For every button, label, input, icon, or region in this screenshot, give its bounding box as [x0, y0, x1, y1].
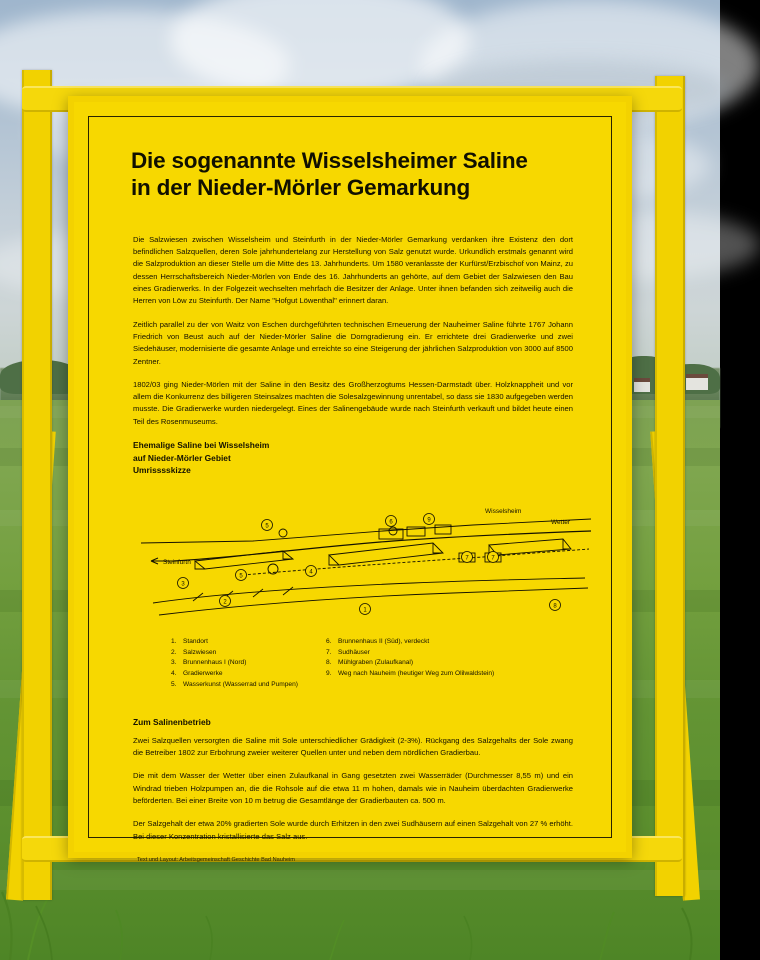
operation-paragraph-2: Die mit dem Wasser der Wetter über einen Zulaufkanal in Gang gesetzten zwei Wasserräder (Durchmesser 8,55 m) und ein Windrad trieben Holzpumpen an, die die Rohsole auf die etwa 11 m hohen, damals wie in Nauheim überdachten Gradierwerke beförderten. Bei einer Breite von 10 m betrug die Gesamtlänge der Gradierbauten ca. 500 m. [133, 771, 573, 806]
information-sign [68, 96, 632, 863]
sign-content [88, 116, 612, 863]
svg-text:3: 3 [181, 581, 185, 588]
history-paragraph-2: Zeitlich parallel zu der von Waitz von Eschen durchgeführten technischen Erneuerung der Nauheimer Saline führte 1767 Johann Friedrich von Beust auch auf der Nieder-Mörler Saline die Dorngradierung ein. Er errichtete drei Gradierwerke und zwei Siedehäuser, modernisierte die gesamte Anlage und erreichte so eine Steigerung der jährlichen Salzproduktion von 3000 auf 8500 Zentner. [133, 319, 573, 366]
sign-post-right [655, 76, 685, 896]
distant-house [686, 374, 708, 390]
legend-item: 5. Wasserkunst (Wasserrad und Pumpen) [171, 680, 298, 688]
operation-paragraph-1: Zwei Salzquellen versorgten die Saline mit Sole unterschiedlicher Grädigkeit (2-3%). Rückgang des Salzgehalts der Sole zwang die Betreiber 1802 zur Erbohrung zweier weiterer Quellen unter und neben dem nördlichen Gradierbau. [133, 735, 573, 758]
sketch-label-steinfurth: Steinfurth [163, 558, 191, 566]
sign-credit: Text und Layout: Arbeitsgemeinschaft Geschichte Bad Nauheim [137, 856, 295, 863]
legend-column-left [171, 637, 298, 690]
map-heading-line3: Umrisssskizze [133, 465, 191, 476]
operation-paragraph-3: Der Salzgehalt der etwa 20% gradierten Sole wurde durch Erhitzen in den zwei Sudhäusern auf einen Salzgehalt von 27 % erhöht. Bei dieser Konzentration kristallisierte das Salz aus. [133, 819, 573, 841]
svg-text:9: 9 [427, 517, 431, 524]
sign-title [131, 147, 587, 202]
map-heading-line1: Ehemalige Saline bei Wisselsheim [133, 440, 270, 451]
history-paragraph-1: Die Salzwiesen zwischen Wisselsheim und Steinfurth in der Nieder-Mörler Gemarkung verdanken ihre Existenz den dort befindlichen Salzquellen, deren Sole jahrhundertelang zur Herstellung von Salz genutzt wurde. Urkundlich erstmals genannt wird die Salzproduktion an dieser Stelle um die Mitte des 13. Jahrhunderts. Um 1580 veranlasste der Kurfürst/Erzbischof von Mainz, zu dessen Herrschaftsbereich Nieder-Mörlen von Ende des 16. Jahrhunderts an gehörte, auf dem Gebiet der Salzwiesen den Bau eines Gradierwerks. In der Folgezeit wechselten mehrfach die Besitzer der Anlage. Unter ihnen befanden sich zeitweilig auch die Herren von Löw zu Steinfurth. Der Name "Hofgut Löwenthal" erinnert daran. [133, 234, 573, 306]
legend-item: 1. Standort [171, 637, 208, 645]
sign-title-line1: Die sogenannte Wisselsheimer Saline [131, 148, 528, 173]
svg-text:8: 8 [553, 603, 557, 610]
legend-item: 2. Salzwiesen [171, 648, 217, 656]
sketch-label-wetter: Wetter [551, 518, 571, 526]
sign-post-left [22, 70, 52, 900]
svg-text:5: 5 [239, 573, 243, 580]
sign-body [133, 234, 573, 863]
sign-title-line2: in der Nieder-Mörler Gemarkung [131, 175, 471, 201]
sketch-legend [171, 637, 573, 690]
map-heading [133, 439, 573, 477]
legend-item: 3. Brunnenhaus I (Nord) [171, 659, 247, 667]
svg-text:6: 6 [389, 519, 393, 526]
svg-text:2: 2 [223, 599, 227, 606]
legend-item: 7. Sudhäuser [325, 648, 370, 656]
history-paragraph-3: 1802/03 ging Nieder-Mörlen mit der Saline in den Besitz des Großherzogtums Hessen-Darmstadt über. Holzknappheit und vor allem die Konkurrenz des billigeren Steinsalzes machten die Solesalzgewinnung unrentabel, so dass sie 1830 aufgegeben werden musste. Die Gradierwerke wurden niedergelegt. Eines der Salinengebäude wurde nach Steinfurth verkauft und bildet heute einen Teil des Rosenmuseums. [133, 379, 573, 426]
distant-house [634, 378, 650, 392]
legend-column-right [326, 637, 494, 690]
legend-item: 4. Gradierwerke [171, 669, 223, 677]
svg-text:1: 1 [363, 607, 367, 614]
map-heading-line2: auf Nieder-Mörler Gebiet [133, 452, 231, 463]
legend-item: 9. Weg nach Nauheim (heutiger Weg zum Olilwaldstein) [325, 669, 495, 677]
site-sketch-map [133, 483, 573, 633]
svg-text:7: 7 [465, 555, 469, 562]
svg-text:4: 4 [309, 569, 313, 576]
legend-item: 8. Mühlgraben (Zulaufkanal) [325, 659, 414, 667]
sketch-label-wisselsheim: Wisselsheim [485, 507, 522, 515]
svg-text:7: 7 [491, 555, 495, 562]
sketch-svg [133, 483, 591, 633]
legend-item: 6. Brunnenhaus II (Süd), verdeckt [325, 637, 430, 645]
svg-text:5: 5 [265, 523, 269, 530]
operation-heading: Zum Salinenbetrieb [133, 717, 211, 728]
